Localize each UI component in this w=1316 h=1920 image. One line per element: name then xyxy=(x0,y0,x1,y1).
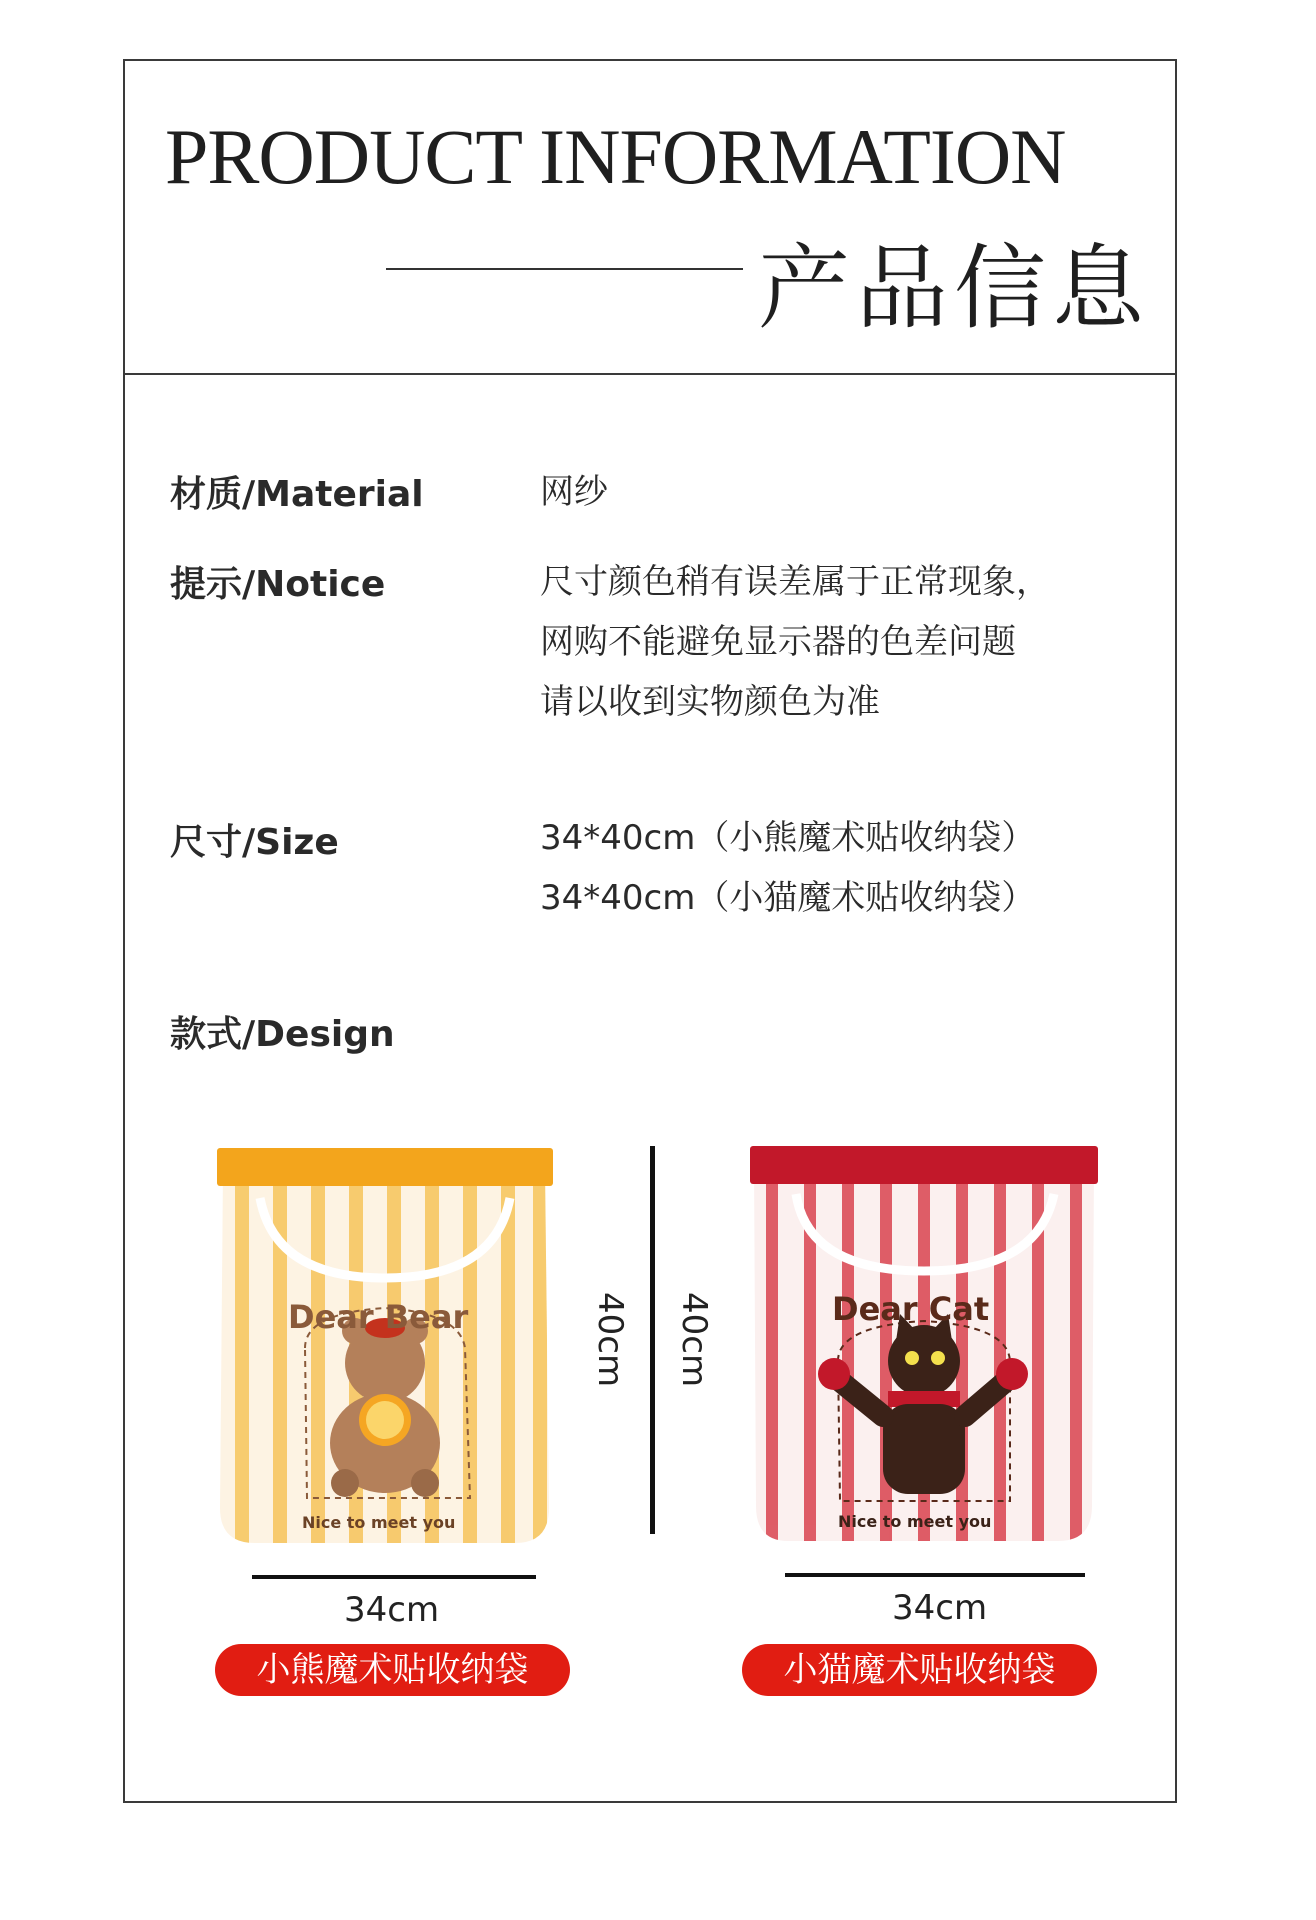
cat-height-label: 40cm xyxy=(674,1292,714,1388)
cat-bag-tagline: Nice to meet you xyxy=(838,1512,992,1531)
size-line-2: 34*40cm（小猫魔术贴收纳袋） xyxy=(540,878,1036,918)
notice-label: 提示/Notice xyxy=(170,564,386,605)
bear-bag-image xyxy=(215,1148,555,1548)
height-dimension-line xyxy=(650,1146,655,1534)
bear-bag-text: Dear Bear xyxy=(288,1298,469,1336)
notice-line-3: 请以收到实物颜色为准 xyxy=(540,682,880,722)
cat-bag-image xyxy=(748,1146,1100,1546)
cat-width-line xyxy=(785,1573,1085,1577)
design-label: 款式/Design xyxy=(170,1014,395,1055)
material-value: 网纱 xyxy=(540,472,608,512)
cat-width-label: 34cm xyxy=(892,1588,988,1628)
bear-product-name: 小熊魔术贴收纳袋 xyxy=(215,1644,570,1696)
notice-line-2: 网购不能避免显示器的色差问题 xyxy=(540,622,1016,662)
title-english: PRODUCT INFORMATION xyxy=(165,113,1066,200)
cat-bag-text: Dear Cat xyxy=(832,1290,990,1328)
header-divider xyxy=(123,373,1177,375)
bear-width-line xyxy=(252,1575,536,1579)
size-label: 尺寸/Size xyxy=(170,822,339,863)
title-rule xyxy=(386,268,743,270)
material-label: 材质/Material xyxy=(170,474,424,515)
cat-product-name: 小猫魔术贴收纳袋 xyxy=(742,1644,1097,1696)
notice-line-1: 尺寸颜色稍有误差属于正常现象， xyxy=(540,562,1050,602)
bear-height-label: 40cm xyxy=(590,1292,630,1388)
bear-bag-tagline: Nice to meet you xyxy=(302,1513,456,1532)
size-line-1: 34*40cm（小熊魔术贴收纳袋） xyxy=(540,818,1036,858)
title-chinese: 产品信息 xyxy=(758,235,1151,342)
bear-width-label: 34cm xyxy=(344,1590,440,1630)
